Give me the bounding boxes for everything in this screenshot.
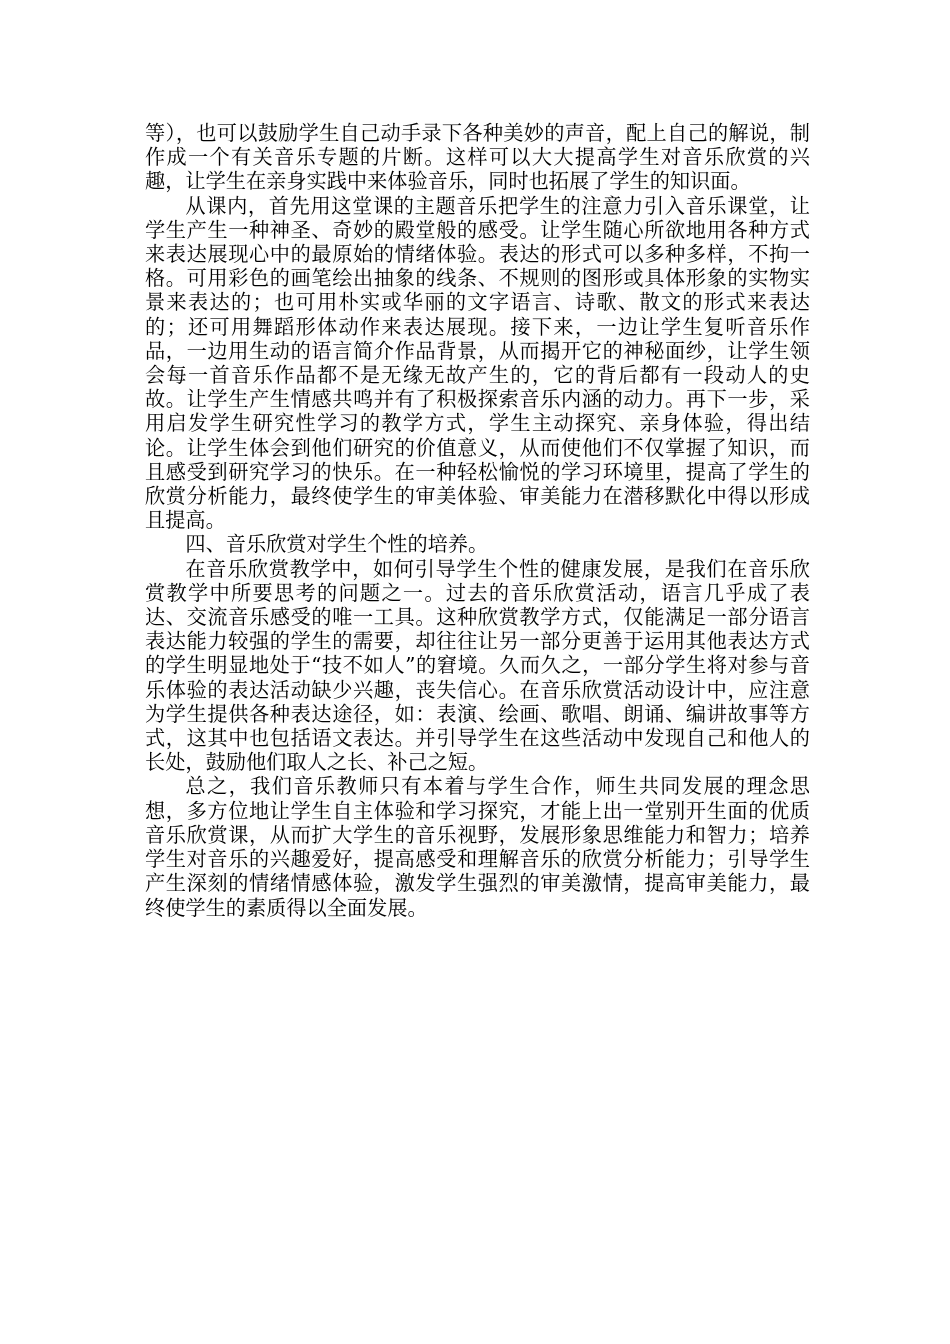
paragraph-classroom: 从课内，首先用这堂课的主题音乐把学生的注意力引入音乐课堂，让学生产生一种神圣、奇妙的殿堂般的感受。让学生随心所欲地用各种方式来表达展现心中的最原始的情绪体验。表达的形式可以多种多样，不拘一格。可用彩色的画笔绘出抽象的线条、不规则的图形或具体形象的实物实景来表达的；也可用朴实或华丽的文字语言、诗歌、散文的形式来表达的；还可用舞蹈形体动作来表达展现。接下来，一边让学生复听音乐作品，一边用生动的语言简介作品背景，从而揭开它的神秘面纱，让学生领会每一首音乐作品都不是无缘无故产生的，它的背后都有一段动人的史故。让学生产生情感共鸣并有了积极探索音乐内涵的动力。再下一步，采用启发学生研究性学习的教学方式，学生主动探究、亲身体验，得出结论。让学生体会到他们研究的价值意义，从而使他们不仅掌握了知识，而且感受到研究学习的快乐。在一种轻松愉悦的学习环境里，提高了学生的欣赏分析能力，最终使学生的审美体验、审美能力在潜移默化中得以形成且提高。 <box>145 193 810 533</box>
section-heading: 四、音乐欣赏对学生个性的培养。 <box>185 532 489 557</box>
paragraph-personality: 在音乐欣赏教学中，如何引导学生个性的健康发展，是我们在音乐欣赏教学中所要思考的问题之一。过去的音乐欣赏活动，语言几乎成了表达、交流音乐感受的唯一工具。这种欣赏教学方式，仅能满足一部分语言表达能力较强的学生的需要，却往往让另一部分更善于运用其他表达方式的学生明显地处于“技不如人”的窘境。久而久之，一部分学生将对参与音乐体验的表达活动缺少兴趣，丧失信心。在音乐欣赏活动设计中，应注意为学生提供各种表达途径，如：表演、绘画、歌唱、朗诵、编讲故事等方式，这其中也包括语文表达。并引导学生在这些活动中发现自己和他人的长处，鼓励他们取人之长、补己之短。 <box>145 556 810 775</box>
paragraph-continuation: 等），也可以鼓励学生自己动手录下各种美妙的声音，配上自己的解说，制作成一个有关音乐专题的片断。这样可以大大提高学生对音乐欣赏的兴趣，让学生在亲身实践中来体验音乐，同时也拓展了学生的知识面。 <box>145 121 810 194</box>
document-body <box>145 121 810 920</box>
paragraph-conclusion: 总之，我们音乐教师只有本着与学生合作，师生共同发展的理念思想，多方位地让学生自主体验和学习探究，才能上出一堂别开生面的优质音乐欣赏课，从而扩大学生的音乐视野，发展形象思维能力和智力；培养学生对音乐的兴趣爱好，提高感受和理解音乐的欣赏分析能力；引导学生产生深刻的情绪情感体验，激发学生强烈的审美激情，提高审美能力，最终使学生的素质得以全面发展。 <box>145 774 810 920</box>
